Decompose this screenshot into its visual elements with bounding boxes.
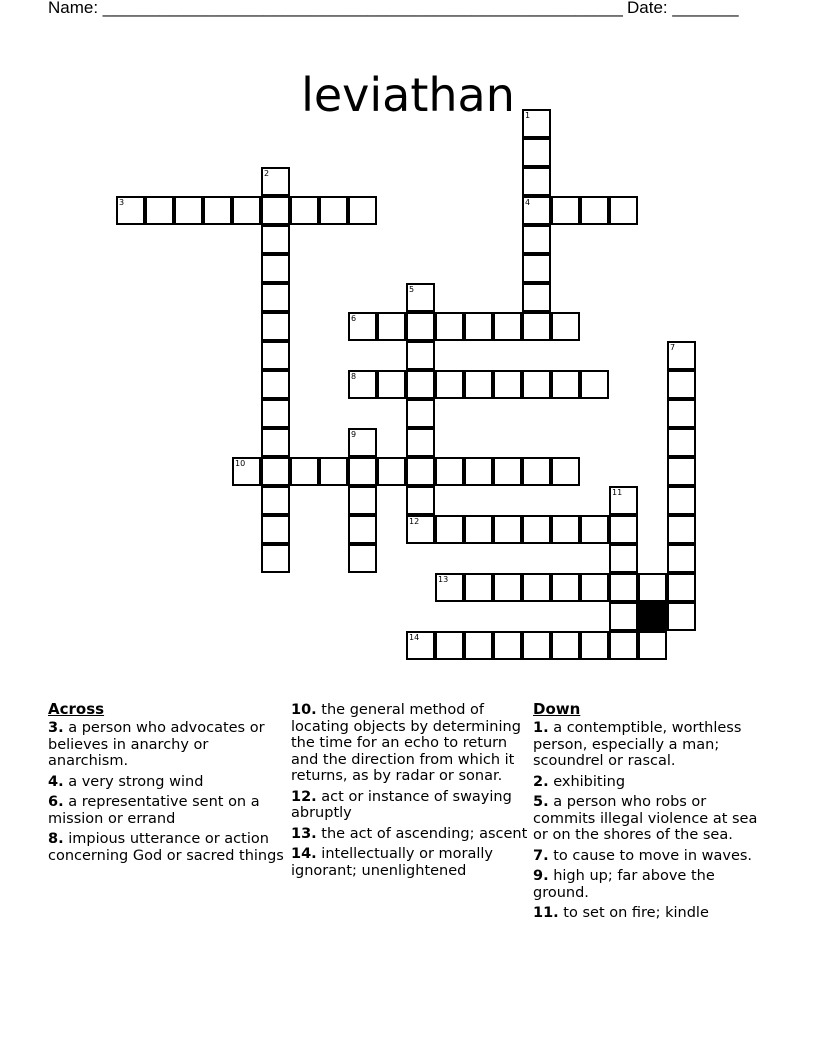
clue-text: act or instance of swaying abruptly — [291, 788, 512, 821]
clue-number: 1. — [533, 720, 549, 736]
grid-cell[interactable] — [667, 486, 696, 515]
grid-cell[interactable] — [232, 457, 261, 486]
clue-across-12 — [291, 789, 529, 822]
grid-cell[interactable] — [667, 428, 696, 457]
grid-cell[interactable] — [406, 283, 435, 312]
grid-cell[interactable] — [609, 544, 638, 573]
clue-number: 7. — [533, 847, 549, 864]
clue-number-label: 14 — [409, 633, 420, 642]
clue-number-label: 12 — [409, 517, 420, 526]
grid-cell[interactable] — [261, 254, 290, 283]
across-heading: Across — [48, 700, 105, 718]
grid-cell[interactable] — [638, 573, 667, 602]
clue-number-label: 3 — [119, 198, 125, 207]
grid-cell[interactable] — [319, 196, 348, 225]
clue-across-14 — [291, 846, 529, 879]
grid-cell[interactable] — [261, 341, 290, 370]
grid-cell[interactable] — [435, 573, 464, 602]
grid-cell[interactable] — [435, 312, 464, 341]
grid-cell[interactable] — [609, 631, 638, 660]
name-field-label: Name: _______________________________________________________ — [48, 0, 623, 17]
grid-cell[interactable] — [348, 428, 377, 457]
clue-across-3 — [48, 720, 286, 770]
grid-cell[interactable] — [145, 196, 174, 225]
clues-across-column-1 — [48, 700, 286, 868]
clue-down-7 — [533, 848, 773, 865]
grid-cell[interactable] — [667, 399, 696, 428]
black-cell — [638, 602, 667, 631]
grid-cell[interactable] — [667, 370, 696, 399]
grid-cell[interactable] — [406, 631, 435, 660]
clue-number: 14. — [291, 846, 317, 862]
clue-text: impious utterance or action concerning God or sacred things — [48, 831, 284, 864]
grid-cell[interactable] — [377, 457, 406, 486]
grid-cell[interactable] — [580, 370, 609, 399]
clue-text: to set on fire; kindle — [558, 905, 709, 921]
clue-across-13 — [291, 826, 529, 843]
grid-cell[interactable] — [290, 457, 319, 486]
clues-down-column — [533, 700, 773, 926]
grid-cell[interactable] — [667, 573, 696, 602]
grid-cell[interactable] — [261, 428, 290, 457]
grid-cell[interactable] — [261, 312, 290, 341]
grid-cell[interactable] — [435, 370, 464, 399]
grid-cell[interactable] — [667, 457, 696, 486]
grid-cell[interactable] — [261, 457, 290, 486]
grid-cell[interactable] — [522, 196, 551, 225]
grid-cell[interactable] — [406, 312, 435, 341]
grid-cell[interactable] — [406, 370, 435, 399]
grid-cell[interactable] — [580, 515, 609, 544]
clue-down-11 — [533, 905, 773, 922]
grid-cell[interactable] — [551, 312, 580, 341]
grid-cell[interactable] — [522, 515, 551, 544]
grid-cell[interactable] — [261, 370, 290, 399]
grid-cell[interactable] — [348, 486, 377, 515]
grid-cell[interactable] — [667, 341, 696, 370]
grid-cell[interactable] — [348, 196, 377, 225]
grid-cell[interactable] — [348, 312, 377, 341]
grid-cell[interactable] — [522, 254, 551, 283]
clue-number: 6. — [48, 794, 64, 810]
grid-cell[interactable] — [261, 486, 290, 515]
grid-cell[interactable] — [377, 312, 406, 341]
clue-down-9 — [533, 868, 773, 901]
grid-cell[interactable] — [261, 196, 290, 225]
clue-text: a person who robs or commits illegal violence at sea or on the shores of the sea. — [533, 794, 758, 843]
clue-number-label: 7 — [670, 343, 676, 352]
grid-cell[interactable] — [493, 370, 522, 399]
clue-number: 13. — [291, 825, 317, 842]
clue-number-label: 10 — [235, 459, 246, 468]
clue-down-5 — [533, 794, 773, 844]
clue-across-8 — [48, 831, 286, 864]
grid-cell[interactable] — [667, 515, 696, 544]
grid-cell[interactable] — [261, 283, 290, 312]
grid-cell[interactable] — [261, 399, 290, 428]
clues-across-column-2 — [291, 702, 529, 883]
clue-number-label: 5 — [409, 285, 415, 294]
grid-cell[interactable] — [406, 399, 435, 428]
down-heading: Down — [533, 700, 581, 718]
grid-cell[interactable] — [464, 631, 493, 660]
grid-cell[interactable] — [522, 138, 551, 167]
grid-cell[interactable] — [522, 631, 551, 660]
grid-cell[interactable] — [348, 515, 377, 544]
grid-cell[interactable] — [522, 109, 551, 138]
clue-text: the act of ascending; ascent — [316, 825, 528, 842]
grid-cell[interactable] — [551, 573, 580, 602]
grid-cell[interactable] — [609, 196, 638, 225]
grid-cell[interactable] — [464, 515, 493, 544]
grid-cell[interactable] — [464, 457, 493, 486]
clue-number-label: 2 — [264, 169, 270, 178]
grid-cell[interactable] — [551, 515, 580, 544]
grid-cell[interactable] — [406, 428, 435, 457]
clue-number: 8. — [48, 831, 64, 847]
clue-number: 11. — [533, 905, 559, 921]
grid-cell[interactable] — [522, 167, 551, 196]
grid-cell[interactable] — [522, 573, 551, 602]
clue-number: 5. — [533, 794, 549, 810]
clue-number-label: 9 — [351, 430, 357, 439]
grid-cell[interactable] — [261, 167, 290, 196]
clue-across-6 — [48, 794, 286, 827]
clue-number: 10. — [291, 702, 317, 718]
clue-number: 4. — [48, 773, 64, 790]
grid-cell[interactable] — [377, 370, 406, 399]
grid-cell[interactable] — [435, 515, 464, 544]
grid-cell[interactable] — [609, 515, 638, 544]
clue-text: high up; far above the ground. — [533, 868, 715, 901]
grid-cell[interactable] — [116, 196, 145, 225]
grid-cell[interactable] — [580, 631, 609, 660]
clue-text: a very strong wind — [63, 773, 204, 790]
grid-cell[interactable] — [580, 573, 609, 602]
clue-number: 9. — [533, 868, 549, 884]
clue-number-label: 4 — [525, 198, 531, 207]
grid-cell[interactable] — [348, 370, 377, 399]
grid-cell[interactable] — [435, 457, 464, 486]
grid-cell[interactable] — [638, 631, 667, 660]
puzzle-title: leviathan — [301, 67, 515, 122]
grid-cell[interactable] — [667, 544, 696, 573]
grid-cell[interactable] — [580, 196, 609, 225]
grid-cell[interactable] — [348, 457, 377, 486]
clue-number: 2. — [533, 773, 549, 790]
grid-cell[interactable] — [464, 370, 493, 399]
grid-cell[interactable] — [406, 457, 435, 486]
grid-cell[interactable] — [609, 573, 638, 602]
clue-number-label: 11 — [612, 488, 623, 497]
grid-cell[interactable] — [493, 457, 522, 486]
clue-number: 12. — [291, 788, 317, 805]
grid-cell[interactable] — [174, 196, 203, 225]
clue-text: intellectually or morally ignorant; unenlightened — [291, 846, 494, 879]
grid-cell[interactable] — [435, 631, 464, 660]
grid-cell[interactable] — [464, 573, 493, 602]
clue-number: 3. — [48, 720, 64, 736]
clue-text: exhibiting — [548, 773, 626, 790]
grid-cell[interactable] — [609, 486, 638, 515]
date-field-label: Date: _______ — [627, 0, 739, 17]
grid-cell[interactable] — [319, 457, 348, 486]
grid-cell[interactable] — [522, 457, 551, 486]
clue-number-label: 1 — [525, 111, 531, 120]
clue-number-label: 13 — [438, 575, 449, 584]
clue-text: the general method of locating objects by determining the time for an echo to return and the direction from which it returns, as by radar or sonar. — [291, 702, 521, 784]
grid-cell[interactable] — [522, 370, 551, 399]
grid-cell[interactable] — [203, 196, 232, 225]
grid-cell[interactable] — [522, 312, 551, 341]
grid-cell[interactable] — [261, 515, 290, 544]
grid-cell[interactable] — [493, 631, 522, 660]
grid-cell[interactable] — [522, 225, 551, 254]
clue-text: a person who advocates or believes in anarchy or anarchism. — [48, 720, 265, 769]
grid-cell[interactable] — [609, 602, 638, 631]
grid-cell[interactable] — [232, 196, 261, 225]
grid-cell[interactable] — [348, 544, 377, 573]
clue-number-label: 6 — [351, 314, 357, 323]
clue-down-1 — [533, 720, 773, 770]
grid-cell[interactable] — [493, 573, 522, 602]
grid-cell[interactable] — [290, 196, 319, 225]
grid-cell[interactable] — [551, 631, 580, 660]
grid-cell[interactable] — [551, 196, 580, 225]
grid-cell[interactable] — [493, 515, 522, 544]
grid-cell[interactable] — [261, 544, 290, 573]
clue-text: a representative sent on a mission or errand — [48, 794, 260, 827]
clue-across-10 — [291, 702, 529, 785]
grid-cell[interactable] — [464, 312, 493, 341]
grid-cell[interactable] — [551, 370, 580, 399]
grid-cell[interactable] — [406, 341, 435, 370]
clue-text: a contemptible, worthless person, especially a man; scoundrel or rascal. — [533, 720, 742, 769]
clue-text: to cause to move in waves. — [548, 847, 753, 864]
clue-number-label: 8 — [351, 372, 357, 381]
grid-cell[interactable] — [261, 225, 290, 254]
clue-down-2 — [533, 774, 773, 791]
grid-cell[interactable] — [406, 515, 435, 544]
grid-cell[interactable] — [551, 457, 580, 486]
grid-cell[interactable] — [522, 283, 551, 312]
grid-cell[interactable] — [406, 486, 435, 515]
clue-across-4 — [48, 774, 286, 791]
grid-cell[interactable] — [667, 602, 696, 631]
grid-cell[interactable] — [493, 312, 522, 341]
